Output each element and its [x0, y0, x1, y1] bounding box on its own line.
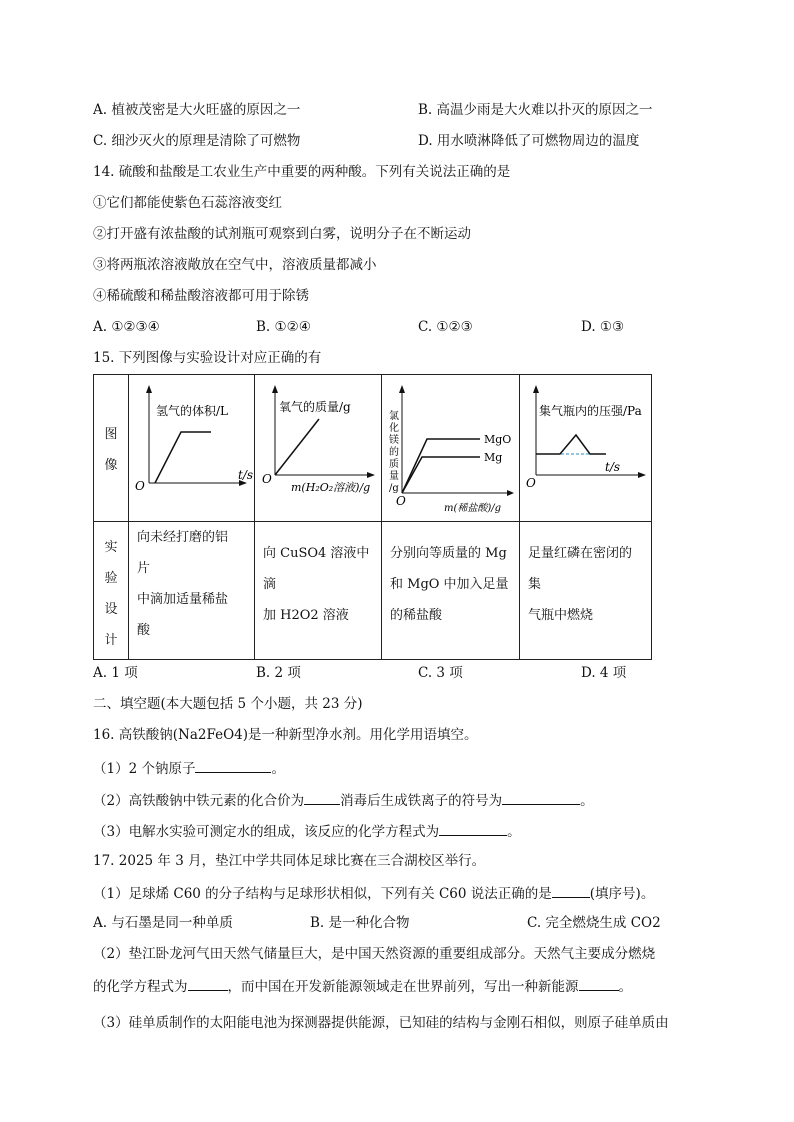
q15-option-c: C. 3 项	[418, 665, 463, 681]
graph-3	[382, 375, 519, 517]
answer-blank[interactable]	[552, 883, 590, 898]
q17-option-b: B. 是一种化合物	[310, 915, 410, 931]
graph-cell-1	[129, 375, 255, 522]
q14-option-b: B. ①②④	[256, 319, 311, 335]
q13-option-c: C. 细沙灭火的原理是清除了可燃物	[93, 133, 301, 149]
q17-part-1: （1）足球烯 C60 的分子结构与足球形状相似，下列有关 C60 说法正确的是 (填序号)。	[93, 883, 654, 903]
svg-text:/g: /g	[389, 483, 399, 494]
answer-blank[interactable]	[579, 976, 619, 991]
svg-text:量: 量	[389, 471, 399, 482]
q16-part-2: （2）高铁酸钠中铁元素的化合价为 消毒后生成铁离子的符号为 。	[93, 790, 594, 810]
graph-cell-3	[382, 375, 520, 522]
graph1-origin: O	[135, 479, 145, 493]
graph3-xlabel: m(稀盐酸)/g	[444, 503, 502, 514]
q13-option-a: A. 植被茂密是大火旺盛的原因之一	[93, 102, 301, 118]
graph2-curve	[275, 419, 319, 475]
q14-statement-4: ④稀硫酸和稀盐酸溶液都可用于除锈	[93, 288, 309, 304]
row-header-graph: 图 像	[94, 375, 129, 522]
graph3-series2-label: Mg	[484, 451, 503, 464]
graph4-curve	[536, 435, 606, 454]
svg-text:化: 化	[389, 423, 399, 434]
graph4-xlabel: t/s	[605, 460, 621, 474]
q14-option-c: C. ①②③	[418, 319, 473, 335]
q15-option-a: A. 1 项	[93, 665, 138, 681]
answer-blank[interactable]	[304, 790, 340, 805]
section-2-title: 二、填空题(本大题包括 5 个小题，共 23 分)	[93, 696, 363, 712]
graph1-curve	[155, 432, 211, 483]
q14-statement-1: ①它们都能使紫色石蕊溶液变红	[93, 195, 282, 211]
graph-4	[520, 375, 651, 517]
design-cell-3: 分别向等质量的 Mg 和 MgO 中加入足量 的稀盐酸	[382, 522, 520, 660]
graph3-series-mg	[402, 457, 480, 493]
q14-stem: 14. 硫酸和盐酸是工农业生产中重要的两种酸。下列有关说法正确的是	[93, 164, 511, 180]
q14-statement-2: ②打开盛有浓盐酸的试剂瓶可观察到白雾，说明分子在不断运动	[93, 226, 471, 242]
q15-option-b: B. 2 项	[256, 665, 301, 681]
design-cell-2: 向 CuSO4 溶液中 滴 加 H2O2 溶液	[255, 522, 382, 660]
svg-text:镁: 镁	[389, 435, 399, 446]
q16-stem: 16. 高铁酸钠(Na2FeO4)是一种新型净水剂。用化学用语填空。	[93, 727, 478, 743]
graph-1	[129, 375, 254, 517]
q15-table	[93, 374, 652, 660]
row-header-design: 实 验 设 计	[94, 522, 129, 660]
answer-blank[interactable]	[439, 821, 507, 836]
svg-text:氯: 氯	[389, 411, 399, 422]
graph4-origin: O	[526, 476, 536, 490]
design-cell-1: 向未经打磨的铝 片 中滴加适量稀盐 酸	[129, 522, 255, 660]
graph3-ylabel	[389, 409, 399, 494]
q15-stem: 15. 下列图像与实验设计对应正确的有	[93, 350, 322, 366]
q17-part-2-line-1: （2）垫江卧龙河气田天然气储量巨大，是中国天然资源的重要组成部分。天然气主要成分燃烧	[93, 946, 656, 962]
graph2-ylabel: 氧气的质量/g	[279, 400, 351, 414]
q17-part-3-line-1: （3）硅单质制作的太阳能电池为探测器提供能源，已知硅的结构与金刚石相似，则原子硅单质由	[93, 1015, 669, 1031]
answer-blank[interactable]	[195, 758, 271, 773]
q16-part-1: （1）2 个钠原子 。	[93, 758, 285, 778]
q17-option-c: C. 完全燃烧生成 CO2	[527, 915, 661, 931]
answer-blank[interactable]	[188, 976, 228, 991]
graph2-xlabel: m(H₂O₂溶液)/g	[291, 481, 371, 494]
graph3-origin: O	[396, 494, 406, 508]
graph-cell-2	[255, 375, 382, 522]
q15-option-d: D. 4 项	[581, 665, 627, 681]
graph3-series1-label: MgO	[484, 433, 512, 446]
graph-2	[255, 375, 381, 517]
q13-option-d: D. 用水喷淋降低了可燃物周边的温度	[418, 133, 640, 149]
graph2-origin: O	[262, 472, 272, 486]
graph1-ylabel: 氢气的体积/L	[156, 404, 229, 418]
q17-stem: 17. 2025 年 3 月，垫江中学共同体足球比赛在三合湖校区举行。	[93, 853, 486, 869]
q17-option-a: A. 与石墨是同一种单质	[93, 915, 233, 931]
graph3-series-mgo	[402, 439, 480, 493]
graph4-ylabel: 集气瓶内的压强/Pa	[539, 404, 642, 418]
q14-statement-3: ③将两瓶浓溶液敞放在空气中，溶液质量都减小	[93, 257, 377, 273]
q13-option-b: B. 高温少雨是大火难以扑灭的原因之一	[418, 102, 653, 118]
svg-text:的: 的	[389, 447, 399, 458]
q14-option-a: A. ①②③④	[93, 319, 160, 335]
graph1-xlabel: t/s	[238, 468, 254, 482]
design-cell-4: 足量红磷在密闭的 集 气瓶中燃烧	[520, 522, 652, 660]
answer-blank[interactable]	[502, 790, 580, 805]
svg-text:质: 质	[389, 459, 399, 470]
q17-part-2-line-2: 的化学方程式为 ，而中国在开发新能源领域走在世界前列，写出一种新能源 。	[93, 976, 632, 996]
q14-option-d: D. ①③	[581, 319, 625, 335]
q16-part-3: （3）电解水实验可测定水的组成，该反应的化学方程式为 。	[93, 821, 521, 841]
graph-cell-4	[520, 375, 652, 522]
